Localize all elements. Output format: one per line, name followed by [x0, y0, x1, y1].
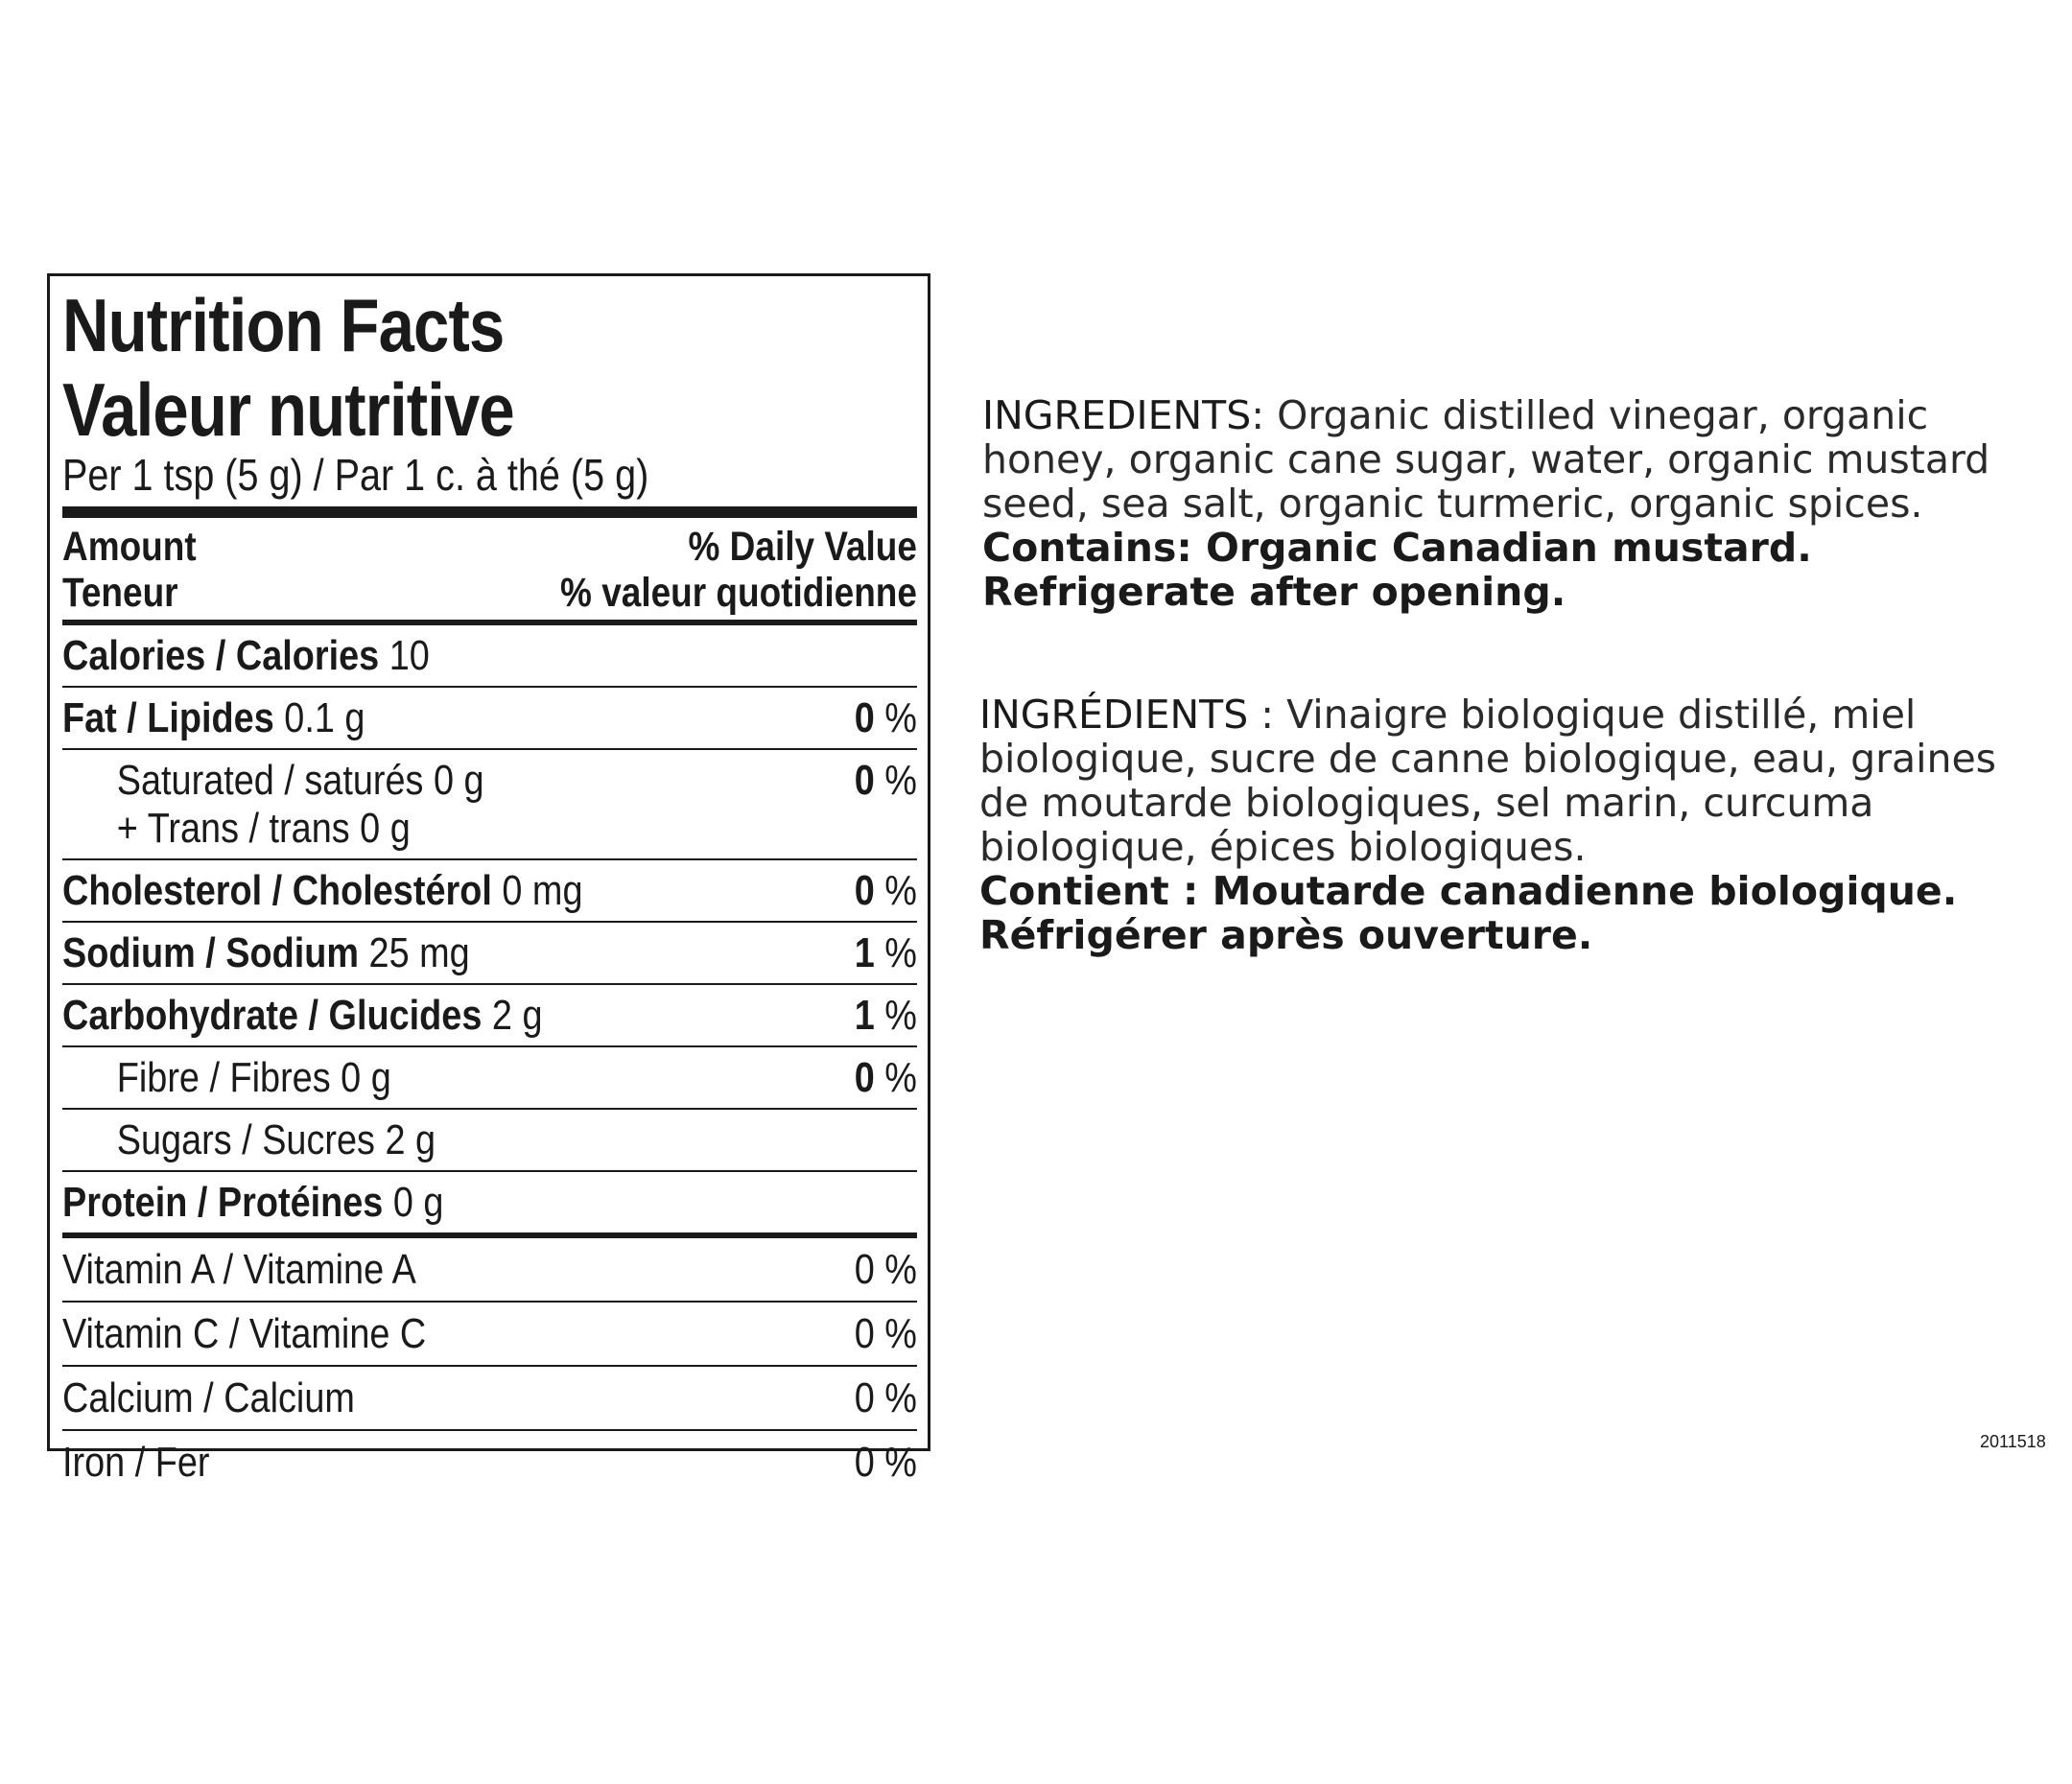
nutrition-title-en: Nutrition Facts — [62, 283, 505, 367]
vitamin-c-row — [62, 1303, 917, 1365]
ingredients-english — [982, 393, 2047, 614]
fibre-label: Fibre / Fibres 0 g — [116, 1054, 391, 1101]
carbohydrate-label: Carbohydrate / Glucides — [62, 992, 483, 1039]
vitamin-label: Vitamin A / Vitamine A — [62, 1246, 416, 1293]
calories-label: Calories / Calories — [62, 632, 380, 679]
trans-label: + Trans / trans 0 g — [116, 805, 411, 852]
product-code: 2011518 — [1980, 1432, 2046, 1451]
header-amount: Amount — [62, 524, 197, 570]
vitamin-pct: 0 % — [854, 1439, 917, 1486]
protein-value: 0 g — [383, 1179, 444, 1226]
pct-sign: % — [874, 757, 917, 804]
fibre-row — [62, 1047, 917, 1108]
protein-label: Protein / Protéines — [62, 1179, 384, 1226]
cholesterol-value: 0 mg — [491, 867, 583, 914]
vitamin-pct: 0 % — [854, 1246, 917, 1293]
fibre-pct: 0 — [854, 1054, 875, 1101]
ingredients-text: : Organic distilled vinegar, organic honey, organic cane sugar, water, organic mustard seed, sea salt, organic turmeric, organic spices. — [982, 392, 1990, 527]
saturated-trans-pct: 0 — [854, 757, 875, 804]
ingredients-french — [979, 692, 2044, 957]
vitamin-label: Calcium / Calcium — [62, 1374, 355, 1421]
ingredients-heading-fr: INGRÉDIENTS — [979, 692, 1249, 738]
protein-row — [62, 1172, 917, 1232]
fat-pct: 0 — [854, 694, 875, 741]
carbohydrate-row — [62, 985, 917, 1045]
vitamin-pct: 0 % — [854, 1374, 917, 1421]
nutrition-title-fr: Valeur nutritive — [62, 367, 514, 452]
cholesterol-label: Cholesterol / Cholestérol — [62, 867, 492, 914]
pct-sign: % — [874, 867, 917, 914]
nutrition-facts-content — [62, 283, 917, 1493]
sugars-label: Sugars / Sucres 2 g — [116, 1116, 436, 1163]
column-header — [62, 518, 917, 620]
sodium-pct: 1 — [854, 929, 875, 976]
carbohydrate-value: 2 g — [482, 992, 543, 1039]
vitamin-label: Vitamin C / Vitamine C — [62, 1310, 427, 1357]
header-teneur: Teneur — [62, 570, 178, 616]
pct-sign: % — [874, 694, 917, 741]
divider-thick — [62, 506, 917, 518]
cholesterol-pct: 0 — [854, 867, 875, 914]
pct-sign: % — [874, 992, 917, 1039]
vitamin-label: Iron / Fer — [62, 1439, 210, 1486]
pct-sign: % — [874, 1054, 917, 1101]
iron-row — [62, 1431, 917, 1493]
ingredients-heading: INGREDIENTS — [982, 392, 1252, 438]
cholesterol-row — [62, 860, 917, 921]
header-daily-value: % Daily Value — [688, 524, 917, 570]
vitamin-a-row — [62, 1238, 917, 1301]
sugars-row — [62, 1110, 917, 1170]
sodium-value: 25 mg — [359, 929, 470, 976]
fat-row — [62, 688, 917, 748]
carbohydrate-pct: 1 — [854, 992, 875, 1039]
pct-sign: % — [874, 929, 917, 976]
vitamin-pct: 0 % — [854, 1310, 917, 1357]
fat-value: 0.1 g — [273, 694, 365, 741]
calories-row — [62, 625, 917, 686]
saturated-trans-row — [62, 750, 917, 858]
fat-label: Fat / Lipides — [62, 694, 274, 741]
storage-instruction: Refrigerate after opening. — [982, 569, 1566, 615]
calcium-row — [62, 1367, 917, 1429]
sodium-row — [62, 923, 917, 983]
allergen-statement: Contains: Organic Canadian mustard. — [982, 525, 1812, 571]
ingredients-text-fr: : Vinaigre biologique distillé, miel biologique, sucre de canne biologique, eau, graines de moutarde biologiques, sel marin, curcuma biologique, épices biologiques. — [979, 692, 1997, 870]
nutrition-facts-panel — [47, 273, 930, 1486]
sodium-label: Sodium / Sodium — [62, 929, 360, 976]
allergen-statement-fr: Contient : Moutarde canadienne biologique. — [979, 868, 1958, 914]
saturated-label: Saturated / saturés 0 g — [116, 757, 484, 804]
header-valeur-quotidienne: % valeur quotidienne — [560, 570, 917, 616]
serving-size: Per 1 tsp (5 g) / Par 1 c. à thé (5 g) — [62, 450, 649, 500]
storage-instruction-fr: Réfrigérer après ouverture. — [979, 912, 1593, 958]
calories-value: 10 — [379, 632, 430, 679]
